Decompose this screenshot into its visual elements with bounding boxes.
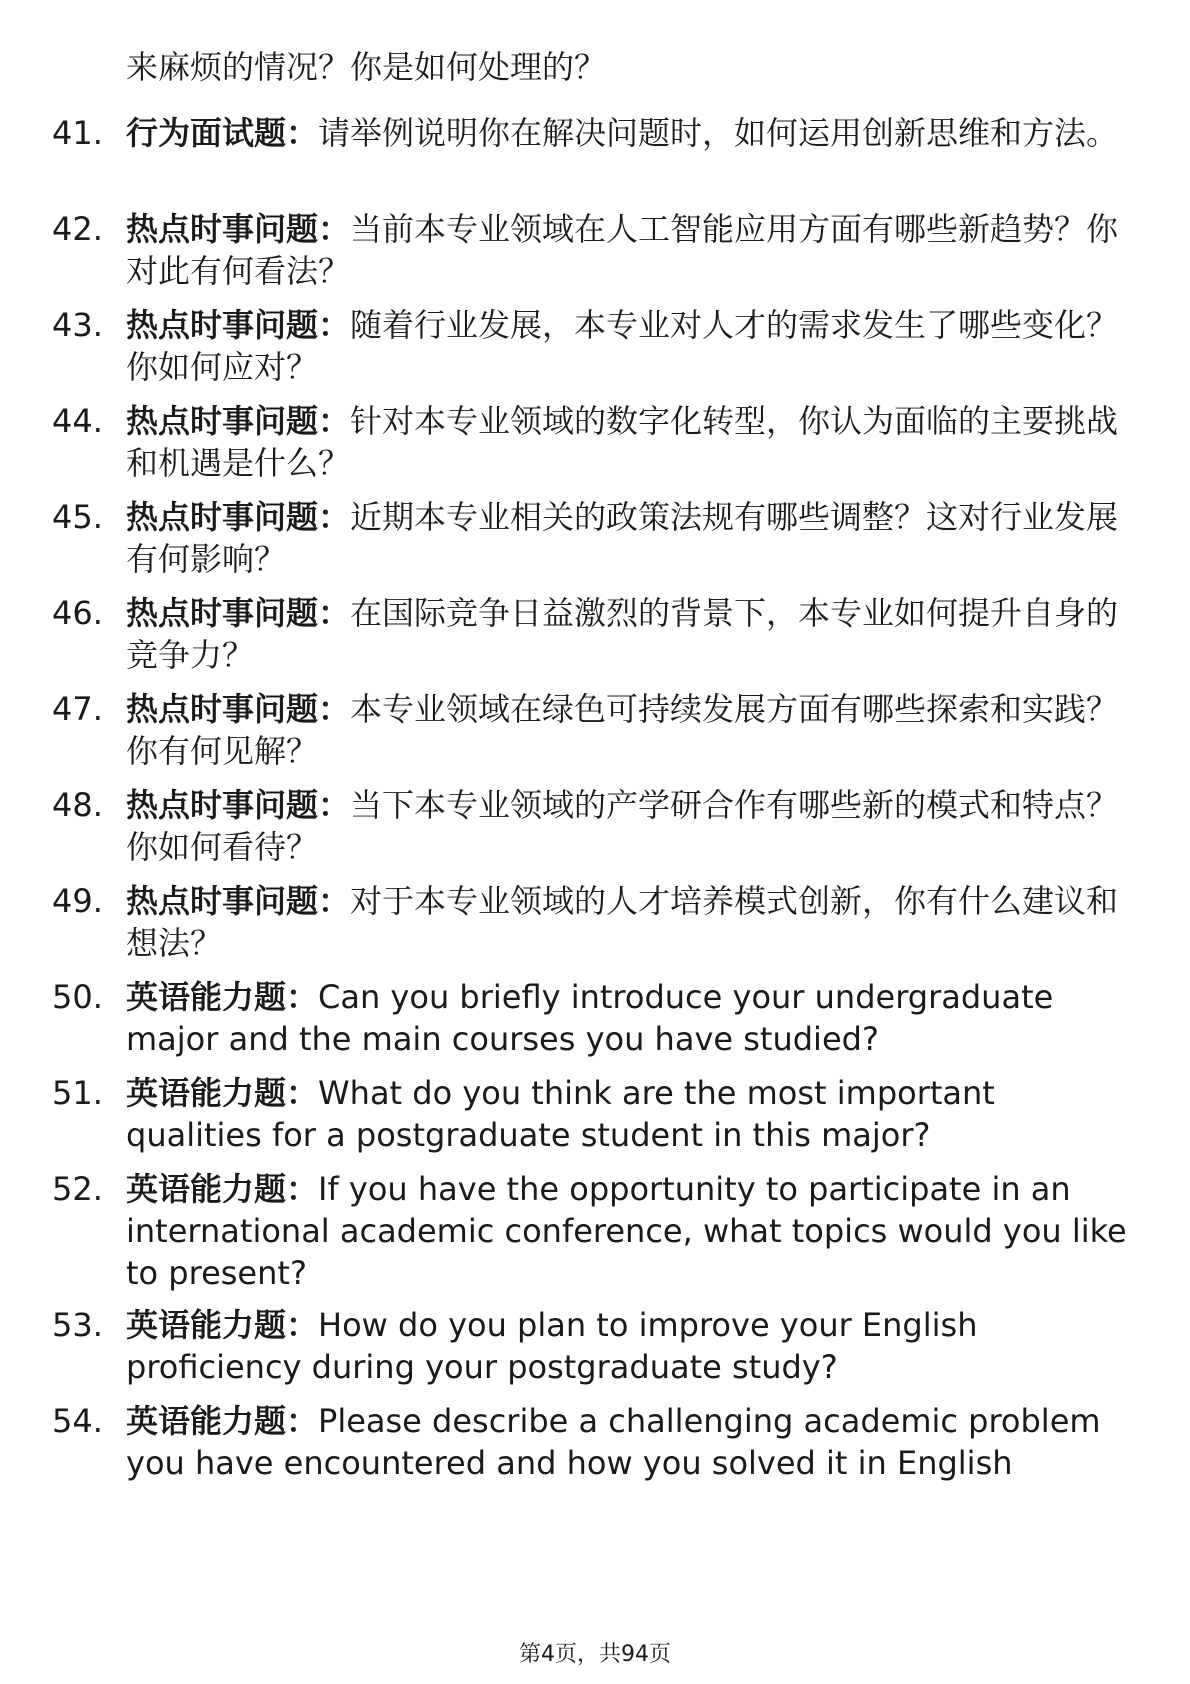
item-label: 英语能力题：: [126, 1074, 319, 1112]
item-text: [126, 784, 1131, 868]
continuation-text: 来麻烦的情况？你是如何处理的？: [126, 48, 607, 86]
item-number: 52.: [52, 1170, 103, 1208]
item-question: 对于本专业领域的人才培养模式创新，你有什么建议和想法？: [126, 882, 1119, 962]
item-text: [126, 976, 1131, 1060]
item-label: 热点时事问题：: [126, 690, 351, 728]
item-question: 随着行业发展，本专业对人才的需求发生了哪些变化？你如何应对？: [126, 306, 1119, 386]
item-label: 热点时事问题：: [126, 594, 351, 632]
item-number: 51.: [52, 1074, 103, 1112]
item-number: 49.: [52, 882, 103, 920]
item-label: 英语能力题：: [126, 1306, 319, 1344]
item-label: 热点时事问题：: [126, 402, 351, 440]
item-text: [126, 304, 1131, 388]
item-label: 热点时事问题：: [126, 306, 351, 344]
item-question: How do you plan to improve your English proficiency during your postgraduate study?: [126, 1306, 978, 1386]
item-number: 47.: [52, 690, 103, 728]
item-text: [126, 1072, 1131, 1156]
item-question: What do you think are the most important qualities for a postgraduate student in this major?: [126, 1074, 995, 1154]
item-question: 请举例说明你在解决问题时，如何运用创新思维和方法。: [318, 114, 1119, 152]
item-question: 近期本专业相关的政策法规有哪些调整？这对行业发展有何影响？: [126, 498, 1119, 578]
item-question: Please describe a challenging academic problem you have encountered and how you solved it in English: [126, 1402, 1101, 1482]
item-label: 热点时事问题：: [126, 498, 351, 536]
item-text: [126, 496, 1131, 580]
item-number: 43.: [52, 306, 103, 344]
item-label: 热点时事问题：: [126, 786, 351, 824]
item-text: [126, 1304, 1131, 1388]
item-number: 44.: [52, 402, 103, 440]
item-text: [126, 400, 1131, 484]
item-label: 英语能力题：: [126, 1402, 319, 1440]
item-number: 54.: [52, 1402, 103, 1440]
item-label: 英语能力题：: [126, 978, 319, 1016]
item-number: 45.: [52, 498, 103, 536]
item-text: [126, 880, 1131, 964]
item-number: 50.: [52, 978, 103, 1016]
item-label: 行为面试题：: [126, 114, 319, 152]
page-footer: 第4页，共94页: [519, 1642, 671, 1667]
item-label: 英语能力题：: [126, 1170, 319, 1208]
item-text: [126, 592, 1131, 676]
item-question: Can you briefly introduce your undergraduate major and the main courses you have studied?: [126, 978, 1054, 1058]
item-number: 42.: [52, 210, 103, 248]
item-number: 48.: [52, 786, 103, 824]
item-text: [126, 1168, 1131, 1294]
item-text: [126, 208, 1131, 292]
item-number: 46.: [52, 594, 103, 632]
item-text: [126, 1400, 1131, 1484]
item-text: [126, 112, 1131, 154]
item-question: 当下本专业领域的产学研合作有哪些新的模式和特点？你如何看待？: [126, 786, 1119, 866]
item-text: [126, 688, 1131, 772]
item-label: 热点时事问题：: [126, 210, 351, 248]
item-number: 41.: [52, 114, 103, 152]
item-number: 53.: [52, 1306, 103, 1344]
item-question: 本专业领域在绿色可持续发展方面有哪些探索和实践？你有何见解？: [126, 690, 1119, 770]
item-question: 在国际竞争日益激烈的背景下，本专业如何提升自身的竞争力？: [126, 594, 1119, 674]
item-question: If you have the opportunity to participate in an international academic conference, what topics would you like to present?: [126, 1170, 1127, 1292]
item-label: 热点时事问题：: [126, 882, 351, 920]
item-question: 针对本专业领域的数字化转型，你认为面临的主要挑战和机遇是什么？: [126, 402, 1119, 482]
item-question: 当前本专业领域在人工智能应用方面有哪些新趋势？你对此有何看法？: [126, 210, 1119, 290]
